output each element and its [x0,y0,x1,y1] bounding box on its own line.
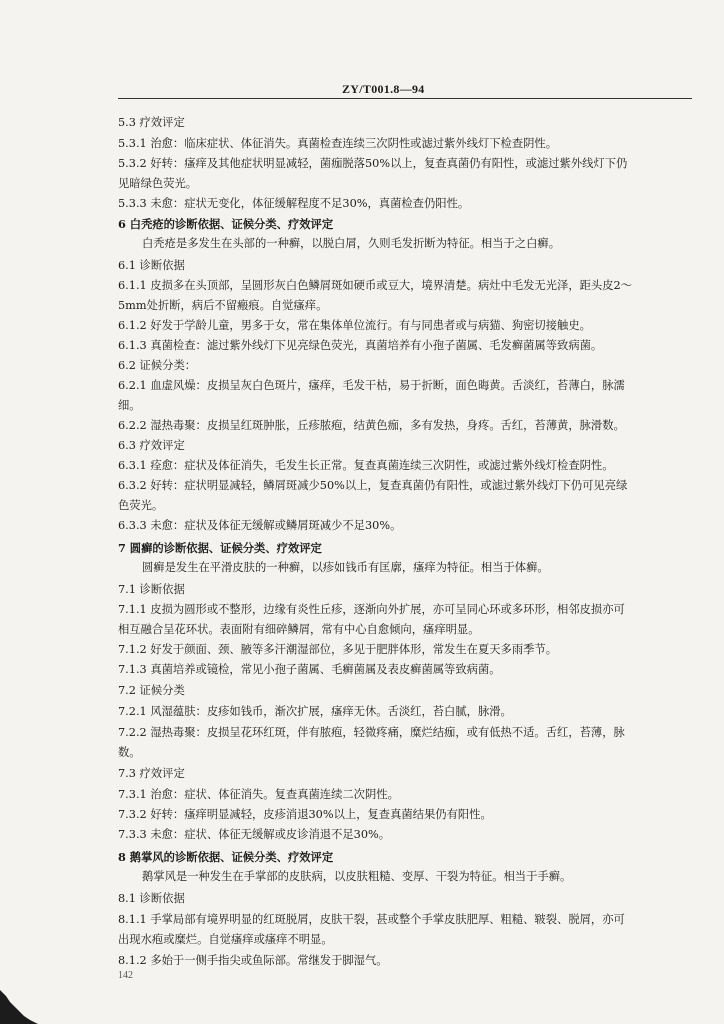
paragraph-7-1-1: 7.1.1 皮损为圆形或不整形，边缘有炎性丘疹，逐渐向外扩展，亦可呈同心环或多环形，相邻皮损亦可 [118,603,625,616]
paragraph-5-3-3: 5.3.3 未愈：症状无变化，体征缓解程度不足30%，真菌检查仍阳性。 [118,197,470,210]
paragraph-7-1-2: 7.1.2 好发于颜面、颈、腋等多汗潮湿部位，多见于肥胖体形，常发生在夏天多雨季节。 [118,643,558,656]
paragraph-6-1-3: 6.1.3 真菌检查：滤过紫外线灯下见亮绿色荧光，真菌培养有小孢子菌属、毛发癣菌属等致病菌。 [118,339,603,352]
heading-7-2: 7.2 证候分类 [118,684,185,697]
page-number: 142 [118,970,133,981]
heading-6-2: 6.2 证候分类： [118,359,197,372]
heading-6: 6 白秃疮的诊断依据、证候分类、疗效评定 [118,217,334,231]
heading-7-1: 7.1 诊断依据 [118,583,185,596]
paragraph-6-2-2: 6.2.2 湿热毒聚：皮损呈红斑肿胀，丘疹脓疱，结黄色痂，多有发热，身疼。舌红，苔薄黄，脉滑数。 [118,419,625,432]
paragraph-8-1-1-cont: 出现水疱或糜烂。自觉瘙痒或瘙痒不明显。 [118,933,333,946]
heading-5-3: 5.3 疗效评定 [118,116,185,129]
paragraph-7-3-3: 7.3.3 未愈：症状、体征无缓解或皮诊消退不足30%。 [118,828,391,841]
paragraph-7-3-1: 7.3.1 治愈：症状、体征消失。复查真菌连续二次阴性。 [118,788,399,801]
heading-6-3: 6.3 疗效评定 [118,439,185,452]
heading-6-1: 6.1 诊断依据 [118,259,185,272]
heading-7: 7 圆癣的诊断依据、证候分类、疗效评定 [118,541,322,555]
paragraph-7-2-2: 7.2.2 湿热毒聚：皮损呈花环红斑，伴有脓疱，轻微疼痛，糜烂结痂，或有低热不适。舌红，苔薄，脉 [118,726,625,739]
heading-7-3: 7.3 疗效评定 [118,767,185,780]
paragraph-6-3-2-cont: 色荧光。 [118,499,164,512]
paragraph-6-3-3: 6.3.3 未愈：症状及体征无缓解或鳞屑斑减少不足30%。 [118,519,402,532]
paragraph-6-3-2: 6.3.2 好转：症状明显减轻，鳞屑斑减少50%以上，复查真菌仍有阳性，或滤过紫外线灯下仍可见亮绿 [118,479,628,492]
paragraph-6-1-2: 6.1.2 好发于学龄儿童，男多于女，常在集体单位流行。有与同患者或与病猫、狗密切接触史。 [118,319,591,332]
paragraph-7-2-2-cont: 数。 [118,746,141,759]
paragraph-7-1-1-cont: 相互融合呈花环状。表面附有细碎鳞屑，常有中心自愈倾向，瘙痒明显。 [118,623,480,636]
paragraph-6-2-1: 6.2.1 血虚风燥：皮损呈灰白色斑片，瘙痒，毛发干枯，易于折断，面色晦黄。舌淡红，苔薄白，脉濡 [118,379,625,392]
paragraph-5-3-2-cont: 见暗绿色荧光。 [118,177,198,190]
paragraph-7-3-2: 7.3.2 好转：瘙痒明显减轻，皮疹消退30%以上，复查真菌结果仍有阳性。 [118,808,492,821]
heading-8: 8 鹅掌风的诊断依据、证候分类、疗效评定 [118,850,334,864]
paragraph-5-3-1: 5.3.1 治愈：临床症状、体征消失。真菌检查连续三次阴性或滤过紫外线灯下检查阴性。 [118,137,558,150]
paragraph-7-2-1: 7.2.1 风湿蕴肤：皮疹如钱币，渐次扩展，瘙痒无休。舌淡红，苔白腻，脉滑。 [118,705,512,718]
paragraph-6-1-1: 6.1.1 皮损多在头顶部，呈圆形灰白色鳞屑斑如硬币或豆大，境界清楚。病灶中毛发无光泽，距头皮2～ [118,279,632,292]
scan-edge-mark [0,982,38,1024]
paragraph-6-2-1-cont: 细。 [118,399,141,412]
paragraph-8-1-1: 8.1.1 手掌局部有境界明显的红斑脱屑，皮肤干裂，甚或整个手掌皮肤肥厚、粗糙、皲裂、脱屑，亦可 [118,913,625,926]
paragraph-5-3-2: 5.3.2 好转：瘙痒及其他症状明显减轻，菌痂脱落50%以上，复查真菌仍有阳性，或滤过紫外线灯下仍 [118,157,628,170]
paragraph-7-1-3: 7.1.3 真菌培养或镜检，常见小孢子菌属、毛癣菌属及表皮癣菌属等致病菌。 [118,663,501,676]
paragraph-8-1-2: 8.1.2 多始于一侧手指尖或鱼际部。常继发于脚湿气。 [118,954,388,967]
paragraph-6-1-1-cont: 5mm处折断，病后不留瘢痕。自觉瘙痒。 [118,299,328,312]
intro-6: 白秃疮是多发生在头部的一种癣，以脱白屑，久则毛发折断为特征。相当于之白癣。 [142,237,560,250]
document-code-header: ZY/T001.8—94 [342,82,425,96]
intro-7: 圆癣是发生在平滑皮肤的一种癣，以疹如钱币有匡廓，瘙痒为特征。相当于体癣。 [142,561,549,574]
heading-8-1: 8.1 诊断依据 [118,892,185,905]
intro-8: 鹅掌风是一种发生在手掌部的皮肤病，以皮肤粗糙、变厚、干裂为特征。相当于手癣。 [142,870,572,883]
paragraph-6-3-1: 6.3.1 痊愈：症状及体征消失，毛发生长正常。复查真菌连续三次阴性，或滤过紫外线灯检查阴性。 [118,459,614,472]
